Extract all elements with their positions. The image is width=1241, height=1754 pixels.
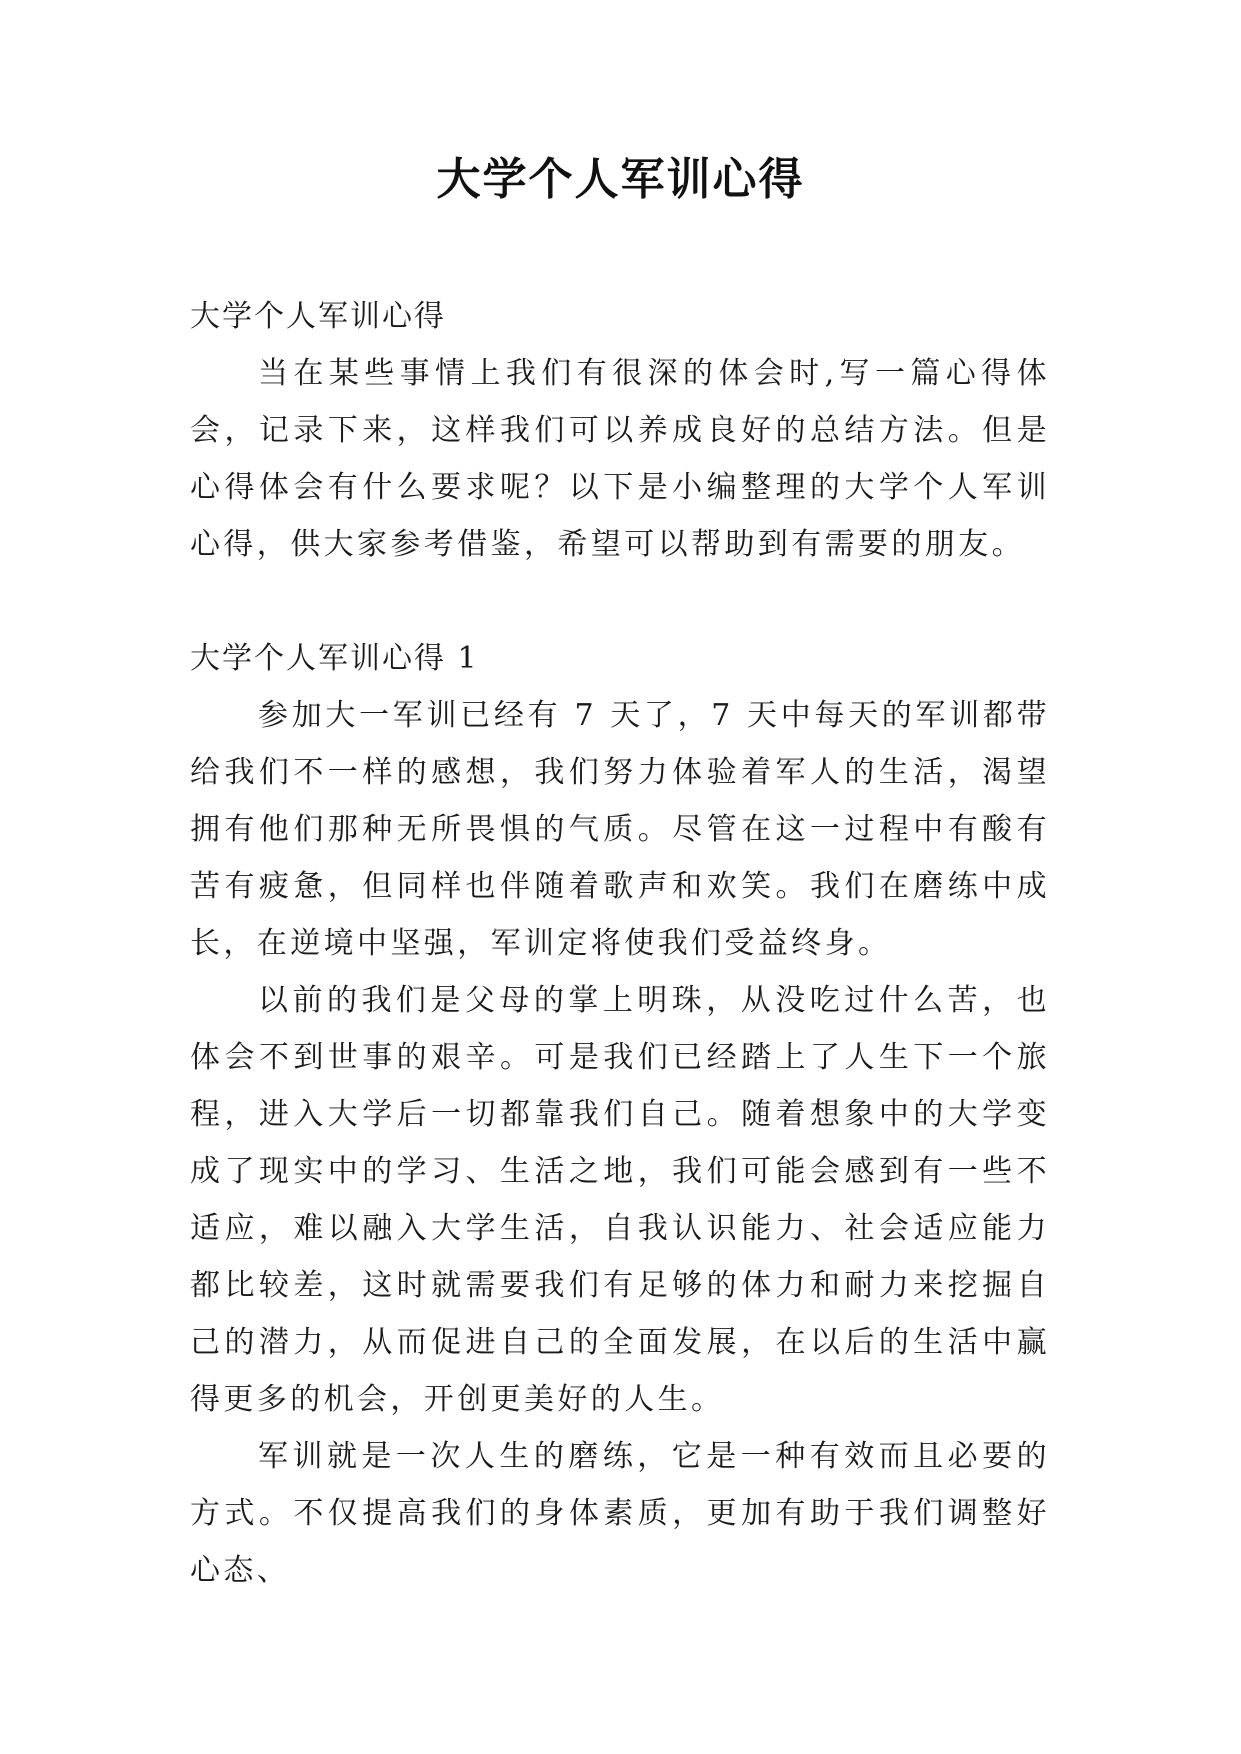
section-1-heading: 大学个人军训心得 1 — [190, 641, 479, 676]
section-spacer — [190, 573, 1050, 630]
document-title: 大学个人军训心得 — [436, 154, 805, 205]
section-1-paragraph-3: 军训就是一次人生的磨练，它是一种有效而且必要的方式。不仅提高我们的身体素质，更加有助于我们调整好心态、 — [190, 1439, 1050, 1588]
section-1-paragraph-2: 以前的我们是父母的掌上明珠，从没吃过什么苦，也体会不到世事的艰辛。可是我们已经踏上了人生下一个旅程，进入大学后一切都靠我们自己。随着想象中的大学变成了现实中的学习、生活之地，我们可能会感到有一些不适应，难以融入大学生活，自我认识能力、社会适应能力都比较差，这时就需要我们有足够的体力和耐力来挖掘自己的潜力，从而促进自己的全面发展，在以后的生活中赢得更多的机会，开创更美好的人生。 — [190, 983, 1050, 1417]
intro-paragraph: 当在某些事情上我们有很深的体会时,写一篇心得体会，记录下来，这样我们可以养成良好的总结方法。但是心得体会有什么要求呢？以下是小编整理的大学个人军训心得，供大家参考借鉴，希望可以帮助到有需要的朋友。 — [190, 356, 1050, 562]
section-1-paragraph-1: 参加大一军训已经有 7 天了，7 天中每天的军训都带给我们不一样的感想，我们努力体验着军人的生活，渴望拥有他们那种无所畏惧的气质。尽管在这一过程中有酸有苦有疲惫，但同样也伴随着歌声和欢笑。我们在磨练中成长，在逆境中坚强，军训定将使我们受益终身。 — [190, 698, 1050, 961]
document-body — [190, 288, 1050, 1599]
intro-heading: 大学个人军训心得 — [190, 299, 446, 334]
